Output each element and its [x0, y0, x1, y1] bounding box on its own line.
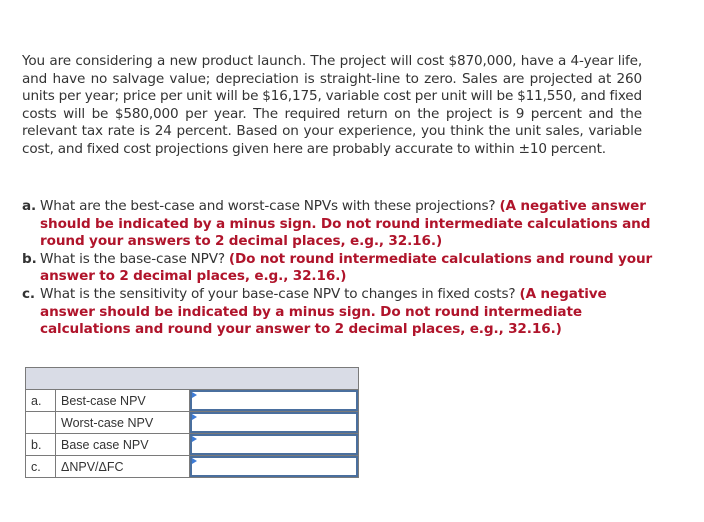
question-b — [22, 251, 662, 286]
question-text: What is the base-case NPV? — [40, 250, 229, 267]
row-label: Worst-case NPV — [56, 412, 190, 434]
question-body — [40, 198, 662, 251]
question-c — [22, 286, 662, 339]
question-letter: b. — [22, 250, 37, 267]
input-cell — [190, 456, 359, 478]
question-text: What is the sensitivity of your base-case NPV to changes in fixed costs? — [40, 285, 520, 302]
table-row — [26, 412, 359, 434]
table-row — [26, 390, 359, 412]
row-letter: c. — [26, 456, 56, 478]
header-cell — [26, 368, 359, 390]
table-row — [26, 434, 359, 456]
question-a — [22, 198, 662, 251]
table-row — [26, 456, 359, 478]
question-instruction: (A negative answer should be indicated by a minus sign. Do not round intermediate calculations and round your answer to 2 decimal places, e.g., 32.16.) — [40, 285, 607, 338]
answer-table — [25, 367, 359, 478]
question-letter: a. — [22, 198, 37, 214]
problem-statement: You are considering a new product launch. The project will cost $870,000, have a 4-year life, and have no salvage value; depreciation is straight-line to zero. Sales are projected at 260 units per year; price per unit will be $16,175, variable cost per unit will be $11,550, and fixed costs will be $580,000 per year. The required return on the project is 9 percent and the relevant tax rate is 24 percent. Based on your experience, you think the unit sales, variable cost, and fixed cost projections given here are probably accurate to within ±10 percent. — [22, 53, 642, 157]
question-list — [22, 198, 662, 339]
row-label: Best-case NPV — [56, 390, 190, 412]
answer-table-header — [26, 368, 359, 390]
worst-case-npv-input[interactable] — [190, 412, 358, 433]
input-cell — [190, 434, 359, 456]
question-text: What are the best-case and worst-case NPVs with these projections? — [40, 198, 500, 214]
row-letter: b. — [26, 434, 56, 456]
base-case-npv-input[interactable] — [190, 434, 358, 455]
input-cell — [190, 390, 359, 412]
row-label: ΔNPV/ΔFC — [56, 456, 190, 478]
question-body — [40, 286, 662, 339]
question-body — [40, 251, 662, 286]
row-letter — [26, 412, 56, 434]
row-label: Base case NPV — [56, 434, 190, 456]
question-instruction: (Do not round intermediate calculations and round your answer to 2 decimal places, e.g., 32.16.) — [40, 250, 653, 285]
row-letter: a. — [26, 390, 56, 412]
input-cell — [190, 412, 359, 434]
npv-fc-sensitivity-input[interactable] — [190, 456, 358, 477]
question-instruction: (A negative answer should be indicated by a minus sign. Do not round intermediate calculations and round your answers to 2 decimal places, e.g., 32.16.) — [40, 198, 651, 250]
question-letter: c. — [22, 285, 35, 302]
best-case-npv-input[interactable] — [190, 390, 358, 411]
